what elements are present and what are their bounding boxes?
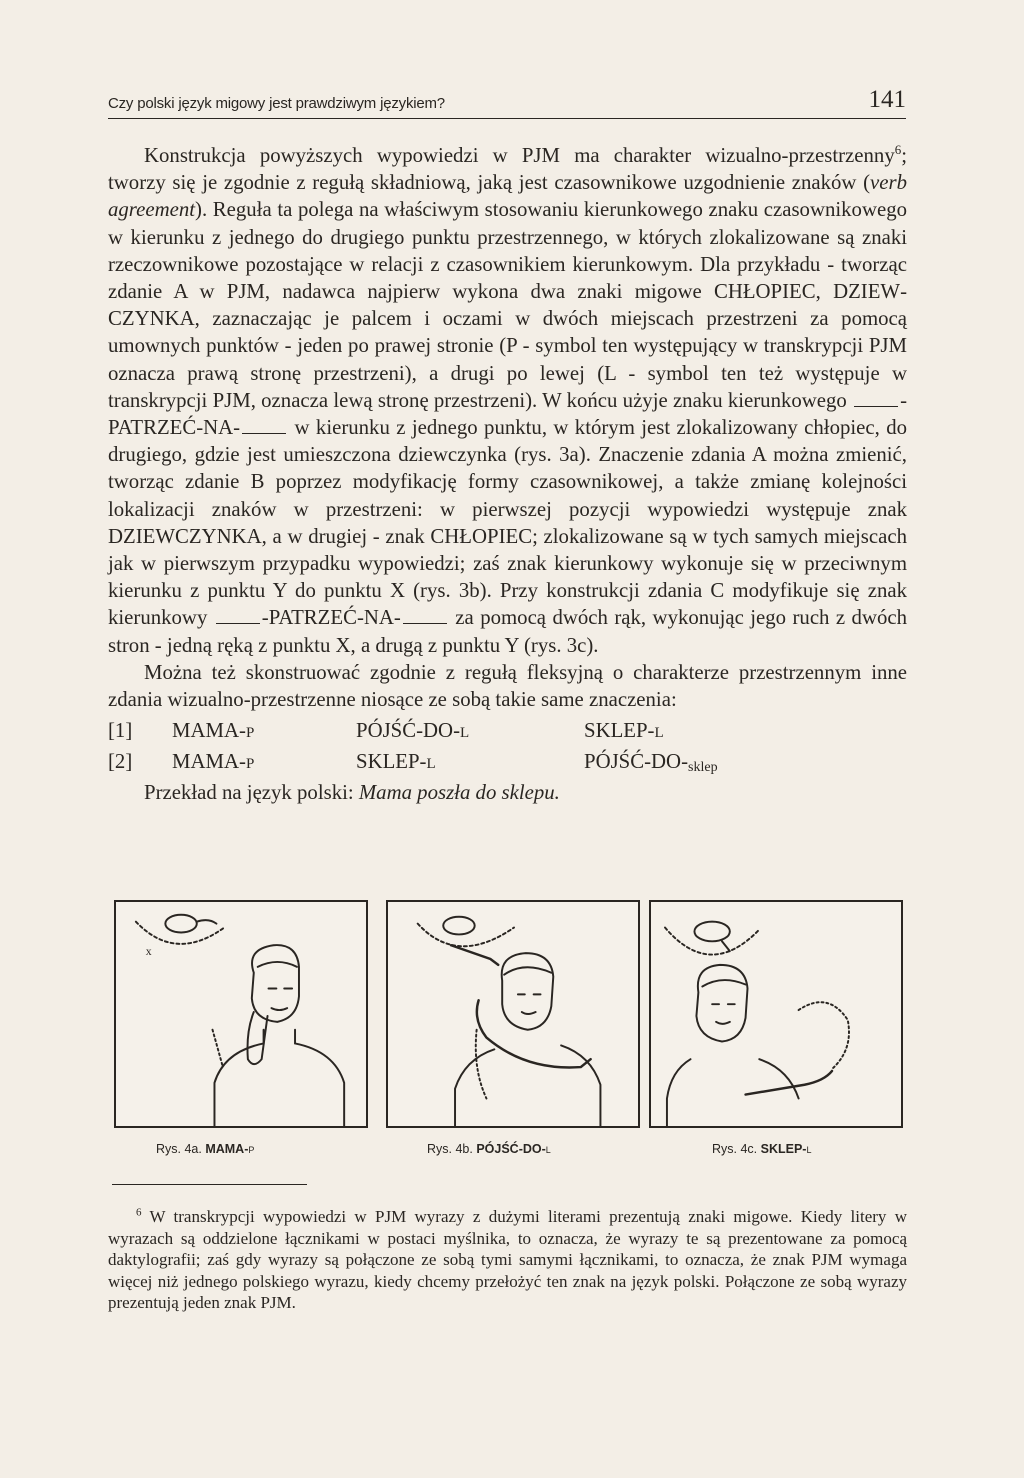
figure-strip (114, 900, 909, 1100)
gloss-text: MAMA- (172, 719, 246, 743)
example-gloss (584, 717, 664, 744)
example-number: [1] (108, 719, 133, 743)
sign-pojsc-do-illustration (388, 902, 638, 1126)
gloss-text: SKLEP- (356, 750, 427, 774)
text-run: ; tworzy się je zgodnie z regułą składniową, jaką jest czasownikowe uzgodnienie znaków ( (108, 144, 907, 195)
example-gloss (172, 717, 254, 744)
running-head (108, 78, 906, 119)
blank-line (854, 392, 898, 407)
footnote (108, 1206, 907, 1314)
caption-sign: SKLEP- (760, 1142, 807, 1156)
footnote-reference: 6 (894, 142, 902, 158)
caption-label: Rys. 4b. (427, 1142, 477, 1156)
gloss-suffix: p (245, 719, 255, 743)
paragraph-1 (108, 142, 907, 659)
example-gloss (356, 717, 469, 744)
blank-line (216, 609, 260, 624)
example-number: [2] (108, 750, 133, 774)
main-text (108, 142, 907, 806)
text-run: w kierunku z jednego punktu, w którym jest zlokalizowany chłopiec, do drugiego, gdzie jest umieszczona dziewczynka (rys. 3a). Znaczenie zdania A można zmienić, tworząc zdanie B poprzez modyfikację formy czasownikowej, a także zmianę kolejności lokalizacji znaków w przestrzeni: w pierwszej pozycji wypowiedzi występuje znak DZIEWCZYNKA, a w drugiej - znak CHŁOPIEC; zlokalizowane są w tych samych miejscach jak w pierwszym przypadku wypowiedzi; zaś znak kierunkowy wykonuje się w przeciwnym kierunku z punktu Y do punktu X (rys. 3b). Przy konstrukcji zdania C modyfikuje się znak kierunkowy (108, 416, 908, 630)
figure-4c-caption (712, 1142, 811, 1156)
text-run: za pomocą dwóch rąk, wykonując jego ruch z dwóch stron - jedną ręką z punktu X, a drugą z punktu Y (rys. 3c). (108, 606, 908, 657)
figure-4a-panel (114, 900, 368, 1128)
gloss-text: PÓJŚĆ-DO- (584, 750, 689, 774)
caption-sign: PÓJŚĆ-DO- (476, 1142, 546, 1156)
running-head-title: Czy polski język migowy jest prawdziwym językiem? (108, 95, 445, 112)
svg-text:x: x (145, 945, 152, 959)
example-row (108, 748, 907, 779)
example-gloss (584, 748, 718, 781)
english-term: verb agreement (108, 171, 907, 222)
caption-sign: MAMA- (205, 1142, 249, 1156)
example-list (108, 717, 907, 779)
figure-4c-panel (649, 900, 903, 1128)
caption-suffix: p (248, 1142, 255, 1156)
text-run: ). Reguła ta polega na właściwym stosowaniu kierunkowego znaku czasownikowego w kierunku z jednego do drugiego punktu przestrzennego, w których zlokalizowane są znaki rzeczownikowe pozostające w relacji z czasownikiem kierunkowym. Dla przykładu - tworząc zdanie A w PJM, nadawca najpierw wykona dwa znaki migowe CHŁOPIEC, DZIEWCZYNKA, zaznaczając je palcem i oczami w dwóch miejscach przestrzeni za pomocą umownych punktów - jeden po prawej stronie (P - symbol ten występujący w transkrypcji PJM oznacza prawą stronę przestrzeni), a drugi po lewej (L - symbol ten też występuje w transkrypcji PJM, oznacza lewą stronę przestrzeni). W końcu użyje znaku kierunkowego (108, 198, 907, 412)
gloss-text: PÓJŚĆ-DO- (356, 719, 461, 743)
caption-suffix: l (545, 1142, 551, 1156)
translation-text: Mama poszła do sklepu. (358, 781, 560, 805)
caption-suffix: l (806, 1142, 812, 1156)
example-row (108, 717, 907, 748)
example-gloss (172, 748, 254, 775)
figure-4b-panel (386, 900, 640, 1128)
example-gloss (356, 748, 436, 775)
blank-line (403, 609, 447, 624)
footnote-text (108, 1206, 907, 1314)
sign-sklep-illustration (651, 902, 901, 1126)
gloss-suffix: sklep (688, 760, 718, 776)
figure-4b-caption (427, 1142, 551, 1156)
figure-4a-caption (156, 1142, 254, 1156)
gloss-text: SKLEP- (584, 719, 655, 743)
text-run: Konstrukcja powyższych wypowiedzi w PJM ma charakter wizualno-przestrzenny (144, 144, 895, 167)
sign-gloss: -PATRZEĆ-NA- (108, 388, 908, 440)
page-number: 141 (868, 86, 906, 113)
gloss-suffix: l (426, 750, 436, 774)
translation-line (108, 779, 907, 806)
caption-label: Rys. 4c. (712, 1142, 761, 1156)
footnote-divider (112, 1184, 307, 1185)
translation-label: Przekład na język polski: (144, 781, 359, 805)
blank-line (242, 419, 286, 434)
caption-label: Rys. 4a. (156, 1142, 206, 1156)
footnote-body: W transkrypcji wypowiedzi w PJM wyrazy z dużymi literami prezentują znaki migowe. Kiedy litery w wyrazach są oddzielone łącznikami w postaci myślnika, to oznacza, że wyrazy te są prezentowane za pomocą daktylografii; zaś gdy wyrazy są połączone ze sobą tymi samymi łącznikami, to oznacza, że znak PJM wymaga więcej niż jednego polskiego wyrazu, kiedy chcemy przełożyć ten znak na język polski. Połączone ze sobą wyrazy prezentują jeden znak PJM. (108, 1207, 907, 1313)
gloss-suffix: p (245, 750, 255, 774)
gloss-suffix: l (654, 719, 664, 743)
gloss-text: MAMA- (172, 750, 246, 774)
sign-mama-illustration (116, 902, 366, 1126)
paragraph-2: Można też skonstruować zgodnie z regułą fleksyjną o charakterze przestrzennym inne zdania wizualno-przestrzenne niosące ze sobą takie same znaczenia: (108, 660, 907, 712)
sign-gloss: -PATRZEĆ-NA- (261, 606, 401, 630)
gloss-suffix: l (460, 719, 470, 743)
footnote-mark: 6 (136, 1206, 142, 1219)
